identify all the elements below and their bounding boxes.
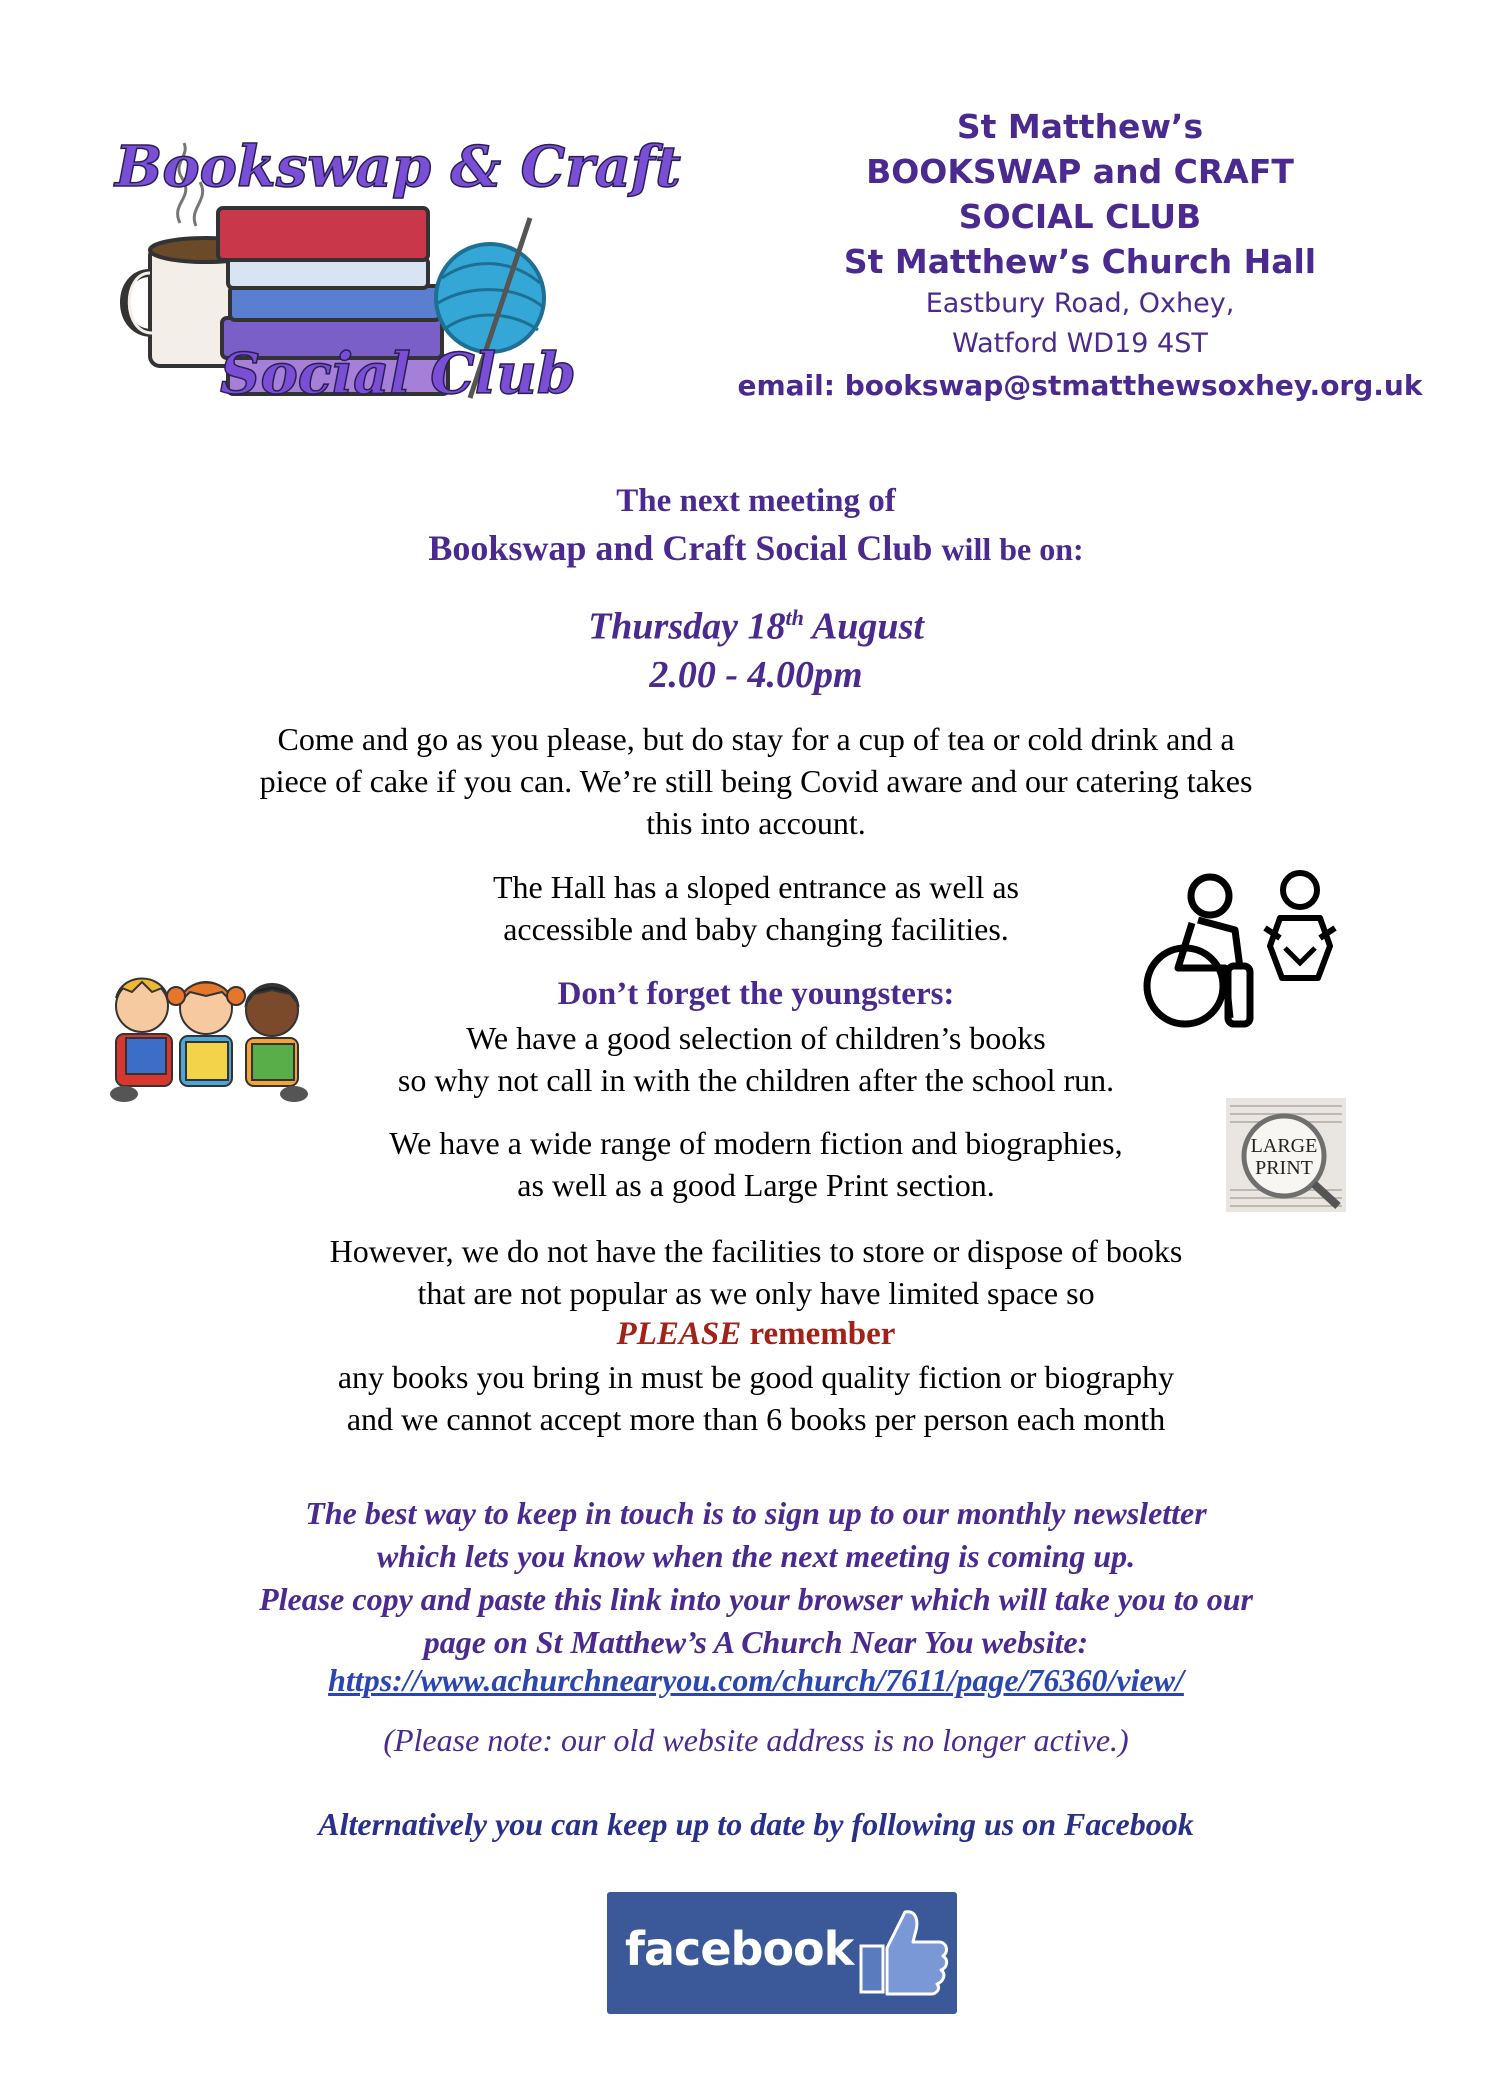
- old-website-note: (Please note: our old website address is no longer active.): [383, 1722, 1129, 1758]
- logo-artwork: [110, 108, 681, 408]
- newsletter-line-1: The best way to keep in touch is to sign up to our monthly newsletter: [305, 1495, 1207, 1531]
- baby-changing-icon: [1265, 873, 1335, 978]
- website-link-row: [0, 1660, 1512, 1700]
- large-print-line1: LARGE: [1250, 1135, 1318, 1157]
- newsletter-line-4: page on St Matthew’s A Church Near You website:: [423, 1624, 1089, 1660]
- however-line-2: that are not popular as we only have limited space so: [417, 1275, 1095, 1311]
- books-rule-line-1: any books you bring in must be good quality fiction or biography: [337, 1359, 1175, 1395]
- club-logo: [110, 108, 681, 408]
- remember-word: remember: [749, 1316, 896, 1352]
- books-rule-paragraph: [0, 1356, 1512, 1440]
- logo-title-top: Bookswap & Craft: [115, 134, 681, 200]
- meeting-date-block: [0, 594, 1512, 699]
- contact-club-line2: SOCIAL CLUB: [958, 197, 1202, 236]
- fiction-line-1: We have a wide range of modern fiction and biographies,: [389, 1125, 1123, 1161]
- hall-line-1: The Hall has a sloped entrance as well as: [492, 869, 1019, 905]
- logo-title-bottom: Social Club: [220, 341, 576, 407]
- children-reading-image: [104, 966, 314, 1106]
- fiction-line-2: as well as a good Large Print section.: [517, 1167, 995, 1203]
- meeting-date-month: August: [811, 605, 924, 648]
- large-print-icon: [1226, 1098, 1346, 1212]
- contact-club-line1: BOOKSWAP and CRAFT: [866, 152, 1294, 191]
- come-go-line-1: Come and go as you please, but do stay for a cup of tea or cold drink and a: [277, 721, 1235, 757]
- please-word: PLEASE: [616, 1316, 742, 1352]
- youngsters-line-2: so why not call in with the children after the school run.: [397, 1062, 1115, 1098]
- hall-line-2: accessible and baby changing facilities.: [503, 911, 1009, 947]
- meeting-club-name: Bookswap and Craft Social Club: [428, 528, 933, 568]
- meeting-time: 2.00 - 4.00pm: [649, 653, 863, 696]
- facebook-like-icon: [857, 1906, 949, 2002]
- contact-church-name: St Matthew’s: [956, 107, 1204, 146]
- meeting-intro: The next meeting of: [616, 483, 896, 519]
- contact-address-line2: Watford WD19 4ST: [952, 328, 1208, 359]
- facebook-prompt: Alternatively you can keep up to date by following us on Facebook: [318, 1806, 1194, 1842]
- meeting-club-line: [0, 527, 1512, 569]
- newsletter-paragraph: [0, 1492, 1512, 1664]
- however-line-1: However, we do not have the facilities to store or dispose of books: [329, 1233, 1183, 1269]
- contact-address-line1: Eastbury Road, Oxhey,: [925, 288, 1235, 319]
- large-print-line2: PRINT: [1255, 1157, 1313, 1179]
- meeting-date: [0, 594, 1512, 651]
- youngsters-heading: Don’t forget the youngsters:: [557, 976, 955, 1012]
- website-link[interactable]: https://www.achurchnearyou.com/church/7611/page/76360/view/: [328, 1662, 1184, 1698]
- books-rule-line-2: and we cannot accept more than 6 books per person each month: [346, 1401, 1166, 1437]
- come-go-line-2: piece of cake if you can. We’re still being Covid aware and our catering takes: [259, 763, 1253, 799]
- contact-block: [700, 104, 1460, 408]
- come-go-line-3: this into account.: [646, 805, 866, 841]
- contact-venue: St Matthew’s Church Hall: [843, 242, 1317, 281]
- contact-email[interactable]: email: bookswap@stmatthewsoxhey.org.uk: [737, 369, 1423, 402]
- newsletter-line-2: which lets you know when the next meeting is coming up.: [376, 1538, 1136, 1574]
- facebook-label: facebook: [625, 1922, 854, 1976]
- newsletter-line-3: Please copy and paste this link into your browser which will take you to our: [259, 1581, 1253, 1617]
- facebook-button[interactable]: [607, 1892, 957, 2014]
- come-go-paragraph: [0, 718, 1512, 844]
- please-remember: [0, 1316, 1512, 1353]
- youngsters-line-1: We have a good selection of children’s books: [466, 1020, 1046, 1056]
- however-paragraph: [0, 1230, 1512, 1314]
- meeting-date-day: Thursday 18: [588, 605, 786, 648]
- meeting-date-suffix: th: [785, 605, 804, 630]
- meeting-will-be-on: will be on:: [941, 531, 1084, 567]
